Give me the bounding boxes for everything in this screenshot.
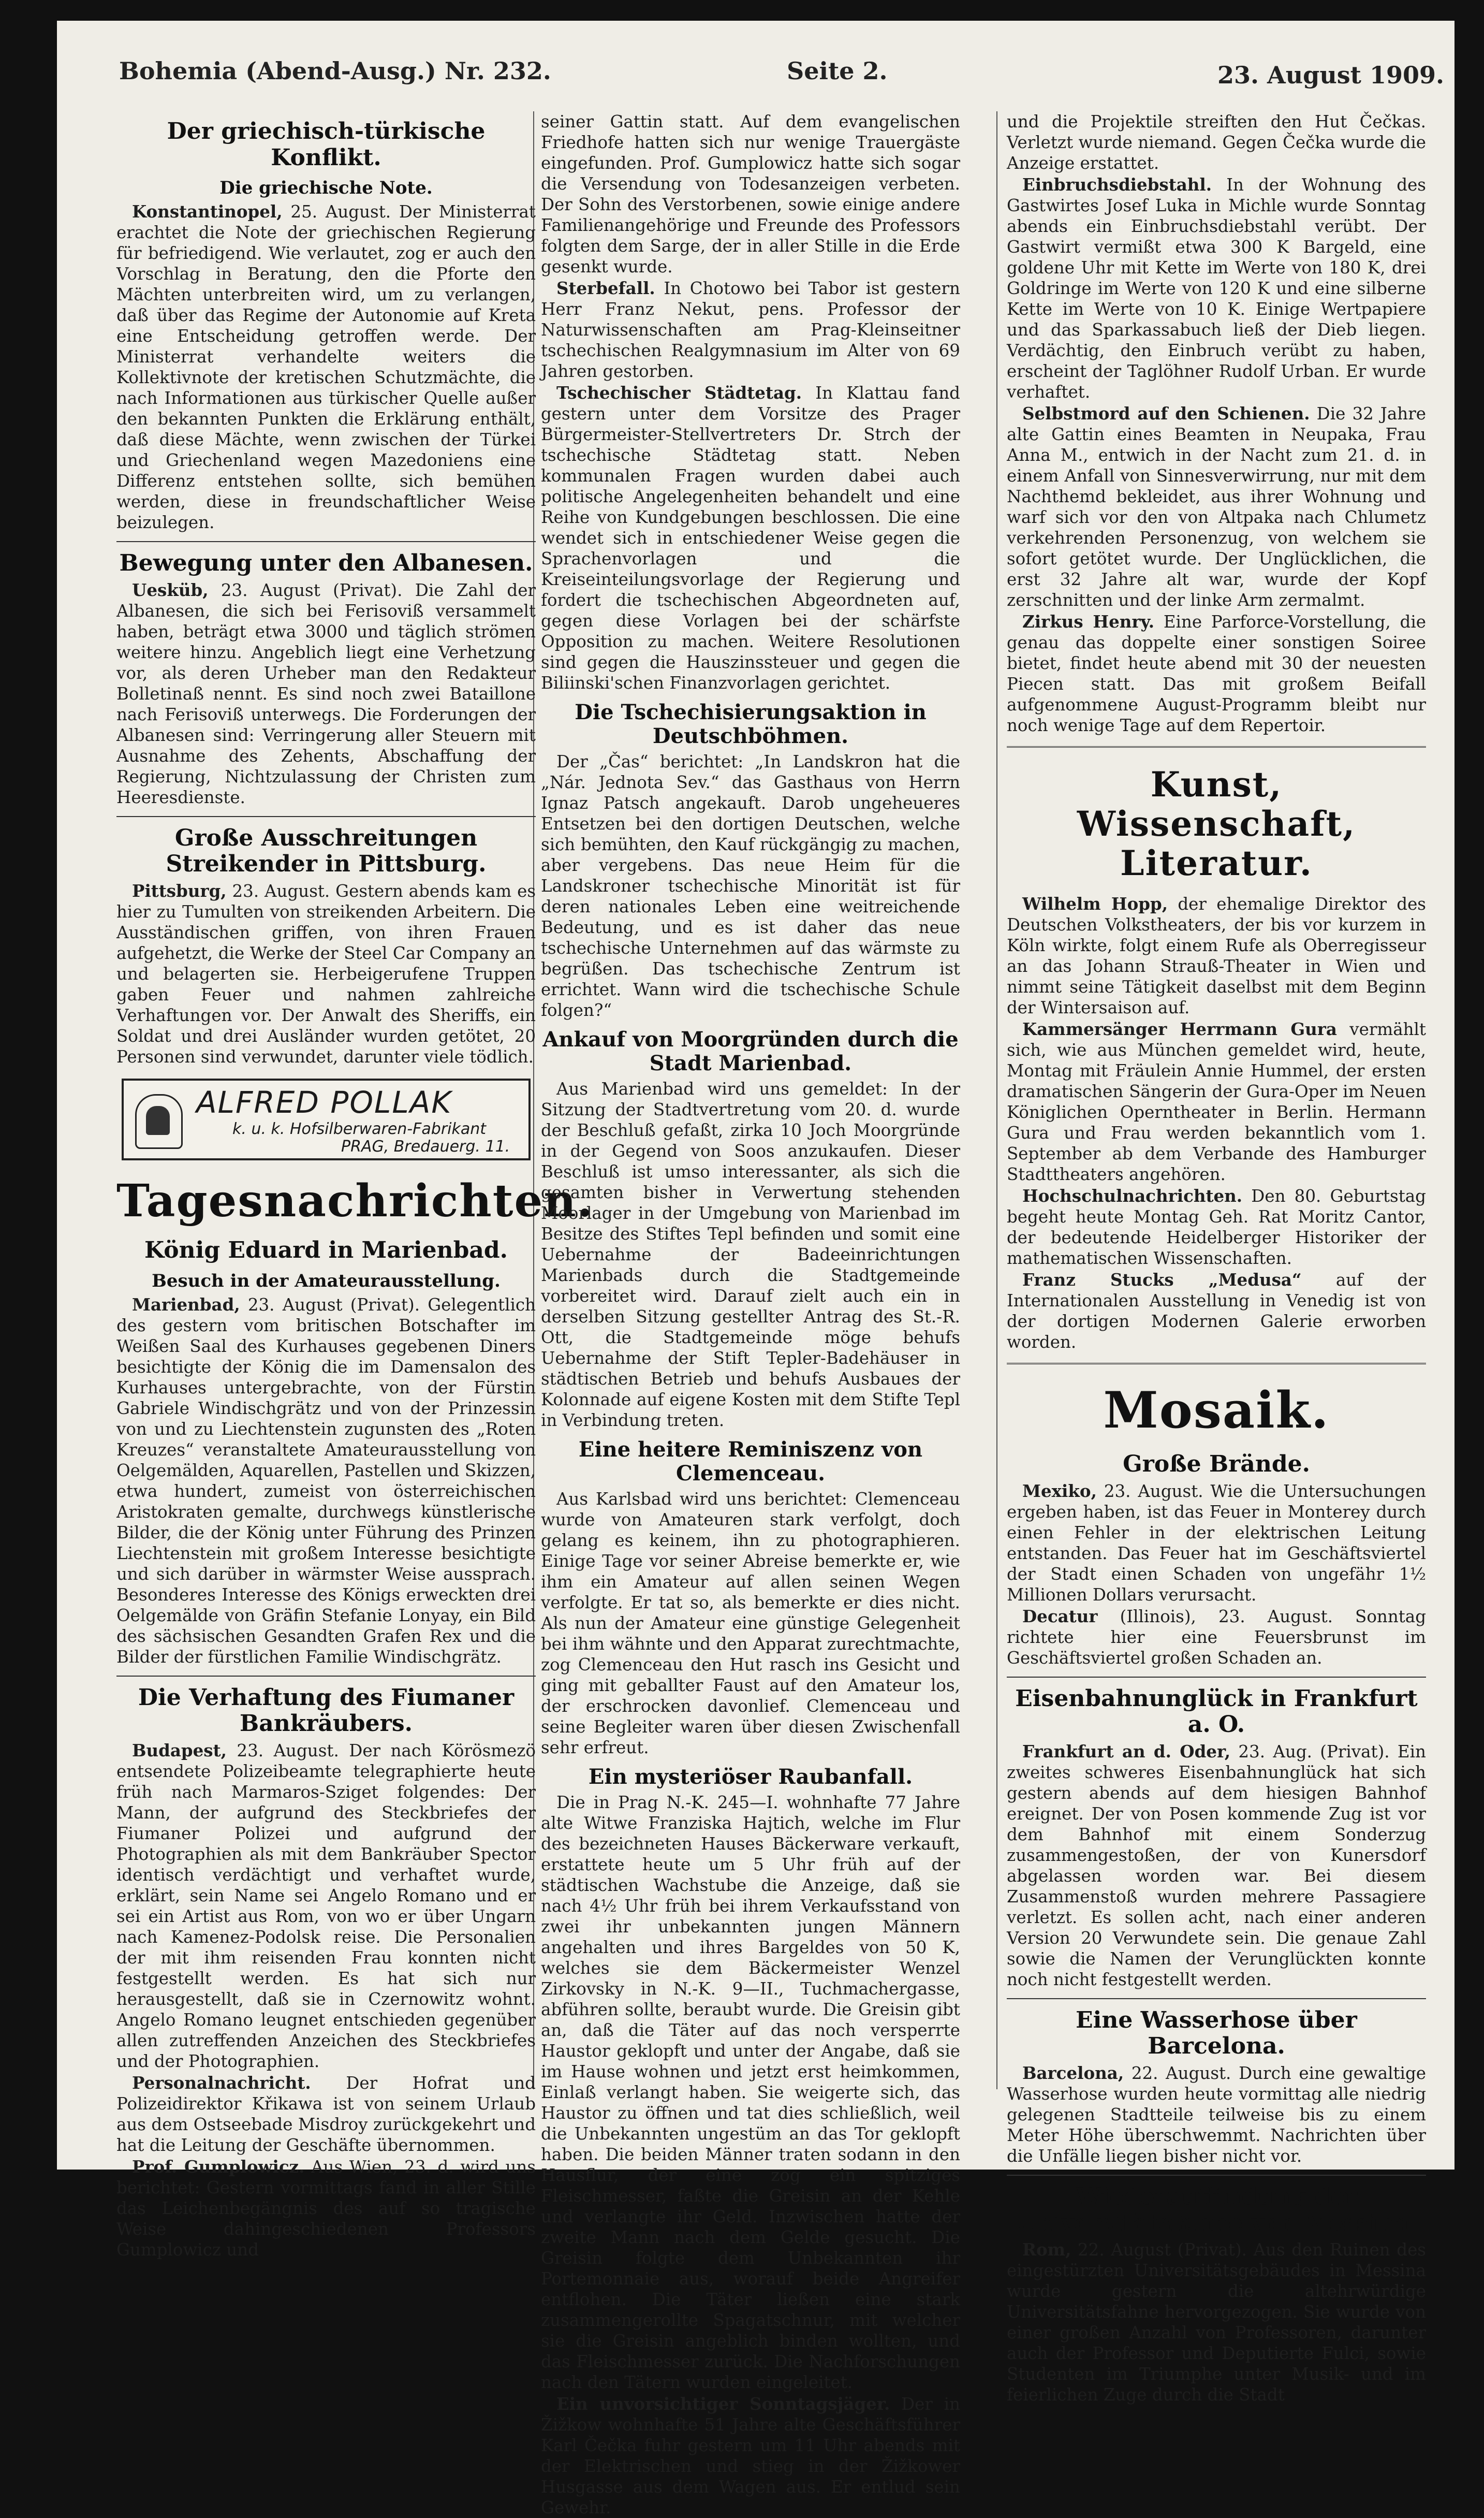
article-university-news <box>1007 1186 1426 1269</box>
subheadline-greek-note: Die griechische Note. <box>219 178 433 199</box>
headline-fires: Große Brände. <box>1123 1451 1310 1478</box>
article-text: 23. August. Wie die Untersuchungen ergeben haben, ist das Feuer in Monterey durch einen Fehler in der elektrischen Leitung entstanden. Das Feuer hat im Geschäftsviertel der Stadt einen Schaden von ungefähr 1½ Millionen Dollars verursacht. <box>1007 1481 1426 1605</box>
article-constantinople <box>116 201 536 533</box>
item-title: Hochschulnachrichten. <box>1022 1185 1243 1206</box>
article-suicide <box>1007 403 1426 610</box>
ad-business: k. u. k. Hofsilberwaren-Fabrikant <box>232 1120 487 1139</box>
divider <box>1007 746 1426 750</box>
dateline: Uesküb, <box>132 579 209 600</box>
article-rome <box>1007 2239 1426 2405</box>
item-title: Zirkus Henry. <box>1022 612 1155 632</box>
article-moor-land: Aus Marienbad wird uns gemeldet: In der Sitzung der Stadtvertretung vom 20. d. wurde der Beschluß gefaßt, zirka 10 Joch Moorgründe in der Gegend von Soos anzukaufen. Dieser Beschluß ist umso interessanter, als sich die gesamten bisher in Verwertung stehenden Moorlager in der Umgebung von Marienbad im Besitze des Stiftes Tepl befinden und somit eine Uebernahme der Badeeinrichtungen Marienbads durch die Stadtgemeinde vorbereitet wird. Darauf zielt auch ein in derselben Sitzung gestellter Antrag des St.-R. Ott, die Stadtgemeinde möge behufs Uebernahme der Stift Tepler-Badehäuser in städtischen Betrieb und behufs Ausbaues der Kolonnade auf eigene Kosten mit dem Stifte Tepl in Verbindung treten. <box>541 1079 960 1430</box>
dateline: Frankfurt an d. Oder, <box>1022 1741 1231 1762</box>
article-text: In Klattau fand gestern unter dem Vorsitze des Prager Bürgermeister-Stellvertreters Dr. Strch der tschechische Städtetag statt. Neben kommunalen Fragen wurden dabei auch politische Angelegenheiten behandelt und eine Reihe von Kundgebungen beschlossen. Die eine wendet sich in entschiedener Weise gegen die Sprachenvorlagen und die Kreiseinteilungsvorlage der Regierung und fordert die tschechischen Abgeordneten auf, gegen diese Vorlagen bei der schärfste Opposition zu machen. Weitere Resolutionen sind gegen die Hauszinssteuer und gegen die Biliinski'schen Finanzvorlagen gerichtet. <box>541 383 960 693</box>
item-title: Ein unvorsichtiger Sonntagsjäger. <box>556 2394 890 2414</box>
article-obituary <box>541 278 960 382</box>
article-gumplowicz-continued: seiner Gattin statt. Auf dem evangelischen Friedhofe hatten sich nur wenige Trauergäste eingefunden. Prof. Gumplowicz hatte sich sogar die Versendung von Todesanzeigen verbeten. Der Sohn des Verstorbenen, sowie einige andere Familienangehörige und Freunde des Professors folgten dem Sarge, der in aller Stille in die Erde gesenkt wurde. <box>541 112 960 276</box>
divider <box>116 816 536 817</box>
masthead-title: Bohemia (Abend-Ausg.) Nr. 232. <box>119 57 551 85</box>
article-text: Den 80. Geburtstag begeht heute Montag Geh. Rat Moritz Cantor, der bedeutende Heidelberger Historiker der mathematischen Wissenschaften. <box>1007 1186 1426 1268</box>
divider <box>1007 1677 1426 1678</box>
item-title: Kammersänger Herrmann Gura <box>1022 1018 1337 1039</box>
article-text: auf der Internationalen Ausstellung in Venedig ist von der dortigen Modernen Galerie erworben worden. <box>1007 1270 1426 1352</box>
article-barcelona <box>1007 2063 1426 2166</box>
item-title: Sterbefall. <box>556 278 655 298</box>
article-ueskueb <box>116 580 536 808</box>
article-text: 25. August. Der Ministerrat erachtet die Note der griechischen Regierung für befriedigend. Wie verlautet, zog er auch den Vorschlag in Beratung, den die Pforte den Mächten unterbreiten wird, um zu verlangen, daß über das Regime der Autonomie auf Kreta eine Entscheidung getroffen werde. Der Ministerrat verhandelte weiters die Kollektivnote der kretischen Schutzmächte, die nach Informationen aus türkischer Quelle außer den bekannten Punkten die Erklärung enthält, daß diese Mächte, wenn zwischen der Türkei und Griechenland wegen Mazedoniens eine Differenz entstehen sollte, sich bemühen werden, diese in freundschaftlicher Weise beizulegen. <box>116 202 536 533</box>
article-hunter-continued: und die Projektile streiften den Hut Čečkas. Verletzt wurde niemand. Gegen Čečka wurde die Anzeige erstattet. <box>1007 112 1426 173</box>
article-text: Eine Parforce-Vorstellung, die genau das doppelte einer sonstigen Soiree bietet, findet heute abend mit 30 der neuesten Piecen statt. Das mit großem Beifall aufgenommene August-Programm bleibt nur noch wenige Tage auf dem Repertoir. <box>1007 612 1426 735</box>
article-text: Der in Žižkow wohnhafte 51 Jahre alte Geschäftsführer Karl Čečka fuhr gestern um 11 Uhr abends mit der Elektrischen und stieg in der Žižkower Husgasse aus dem Wagen aus. Er entlud sein Gewehr. <box>541 2394 960 2517</box>
dateline: Pittsburg, <box>132 881 227 901</box>
newspaper-page <box>57 21 1454 2517</box>
dateline: Barcelona, <box>1022 2063 1124 2084</box>
section-heading-arts: Kunst, Wissenschaft, Literatur. <box>1077 764 1356 883</box>
headline-moor-land: Ankauf von Moorgründen durch die Stadt Marienbad. <box>542 1027 959 1075</box>
divider <box>1007 1998 1426 1999</box>
section-heading-mosaik: Mosaik. <box>1103 1380 1330 1439</box>
article-budapest <box>116 1740 536 2072</box>
column-right <box>1007 111 1426 2405</box>
article-sunday-hunter <box>541 2394 960 2518</box>
article-landskron: Der „Čas“ berichtet: „In Landskron hat die „Nár. Jednota Sev.“ das Gasthaus von Herrn Ignaz Patsch angekauft. Darob ungeheueres Entsetzen bei den dortigen Deutschen, welche sich bemühten, den Kauf rückgängig zu machen, aber vergebens. Das neue Heim für die Landskroner tschechische Minorität ist für deren nationales Leben eine weitreichende Bedeutung, und es ist daher das neue tschechische Unternehmen auf das wärmste zu begrüßen. Das tschechische Zentrum ist errichtet. Wann wird die tschechische Schule folgen?“ <box>541 752 960 1020</box>
column-rule-right <box>996 111 997 2089</box>
item-title: Selbstmord auf den Schienen. <box>1022 403 1310 424</box>
article-text: 23. August (Privat). Gelegentlich des gestern vom britischen Botschafter im Weißen Saal des Kurhauses gegebenen Diners besichtigte der König die im Damensalon des Kurhauses untergebrachte, von der Fürstin Gabriele Windischgrätz und von der Prinzessin von und zu Liechtenstein zugunsten des „Roten Kreuzes“ veranstaltete Amateurausstellung von Oelgemälden, Aquarellen, Pastellen und Skizzen, etwa hundert, zumeist von österreichischen Aristokraten gemalte, durchwegs künstlerische Bilder, die der König unter Führung des Prinzen Liechtenstein mit großem Interesse besichtigte und sich darüber in wärmster Weise aussprach. Besonderes Interesse des Königs erweckten drei Oelgemälde von Gräfin Stefanie Lonyay, ein Bild des sächsischen Gesandten Grafen Rex und die Bilder der fürstlichen Familie Windischgrätz. <box>116 1294 536 1667</box>
article-text: 23. Aug. (Privat). Ein zweites schweres Eisenbahnunglück hat sich gestern abends auf dem hiesigen Bahnhof ereignet. Der von Posen kommende Zug ist vor dem Bahnhof mit einem Sonderzug zusammengestoßen, der von Kunersdorf abgelassen worden war. Bei diesem Zusammenstoß wurden mehrere Passagiere verletzt. Es sollen acht, nach einer anderen Version 20 Verwundete sein. Die genaue Zahl sowie die Namen der Verunglückten konnte noch nicht festgestellt werden. <box>1007 1741 1426 1989</box>
headline-clemenceau: Eine heitere Reminiszenz von Clemenceau. <box>578 1437 923 1486</box>
article-text: Aus Wien, 23. d. wird uns berichtet: Gestern vormittags fand in aller Stille das Leichenbegängnis des auf so tragische Weise dahingeschiedenen Professors Gumplowicz und <box>116 2157 536 2260</box>
article-text: 23. August. Der nach Körösmezö entsendete Polizeibeamte telegraphierte heute früh nach Marmaros-Sziget folgendes: Der Mann, der aufgrund des Steckbriefes der Fiumaner Polizei und aufgrund der Photographien als mit dem Bankräuber Spector identisch verdächtigt und verhaftet wurde, erklärt, sein Name sei Angelo Romano und er sei ein Artist aus Rom, von wo er über Ungarn nach Kamenez-Podolsk reise. Die Personalien der mit ihm reisenden Frau konnten nicht festgestellt werden. Es hat sich nur herausgestellt, daß sie in Czernowitz wohnt. Angelo Romano leugnet entschieden gegenüber allen zutreffenden Anzeichen des Steckbriefes und der Photographien. <box>116 1740 536 2071</box>
divider <box>116 541 536 542</box>
dateline: Budapest, <box>132 1740 227 1760</box>
ad-company-name: ALFRED POLLAK <box>196 1085 452 1120</box>
section-heading-daily-news: Tagesnachrichten. <box>116 1175 594 1228</box>
divider <box>116 1676 536 1677</box>
item-title: Einbruchsdiebstahl. <box>1022 174 1212 195</box>
headline-pittsburg: Große Ausschreitungen Streikender in Pittsburg. <box>166 824 487 878</box>
article-gura <box>1007 1019 1426 1185</box>
item-title: Wilhelm Hopp, <box>1022 893 1168 914</box>
article-text: Der Hofrat und Polizeidirektor Křikawa ist von seinem Urlaub aus dem Ostseebade Misdroy zurückgekehrt und hat die Leitung der Geschäfte übernommen. <box>116 2073 536 2155</box>
headline-greek-turkish-conflict: Der griechisch-türkische Konflikt. <box>167 118 486 171</box>
headline-czechization: Die Tschechisierungsaktion in Deutschböhmen. <box>575 700 927 748</box>
ad-address: PRAG, Bredauerg. 11. <box>341 1138 510 1156</box>
article-text: 23. August (Privat). Die Zahl der Albanesen, die sich bei Ferisoviß versammelt haben, beträgt etwa 3000 und täglich strömen weitere hinzu. Angeblich liegt eine Verhetzung vor, als deren Urheber man den Redakteur Bolletinaß nennt. Es sind noch zwei Bataillone nach Ferisoviß unterwegs. Die Forderungen der Albanesen sind: Verringerung aller Steuern mit Ausnahme des Zehents, Abschaffung der Regierung, Nichtzulassung der Christen zum Heeresdienste. <box>116 580 536 807</box>
headline-albanians: Bewegung unter den Albanesen. <box>119 550 533 577</box>
item-title: Franz Stucks „Medusa“ <box>1022 1269 1302 1290</box>
article-text: Die 32 Jahre alte Gattin eines Beamten in Neupaka, Frau Anna M., entwich in der Nacht zum 21. d. in einem Anfall von Sinnesverwirrung, nur mit dem Nachthemd bekleidet, aus ihrer Wohnung und warf sich vor den von Altpaka nach Chlumetz verkehrenden Personenzug, von welchem sie sofort getötet wurde. Der Unglücklichen, die erst 32 Jahre alt war, wurde der Kopf zerschnitten und der linke Arm zermalmt. <box>1007 404 1426 610</box>
subheadline-amateur-exhibition: Besuch in der Amateurausstellung. <box>152 1270 501 1291</box>
article-personal-news <box>116 2073 536 2156</box>
dateline: Marienbad, <box>132 1294 240 1315</box>
crest-icon <box>135 1094 183 1149</box>
dateline: Decatur <box>1022 1606 1098 1626</box>
dateline: Mexiko, <box>1022 1480 1097 1501</box>
article-medusa <box>1007 1270 1426 1352</box>
article-clemenceau: Aus Karlsbad wird uns berichtet: Clemenceau wurde von Amateuren stark verfolgt, doch gelang es keinem, ihn zu photographieren. Einige Tage vor seiner Abreise bemerkte er, wie ihm ein Amateur auf allen seinen Wegen verfolgte. Er tat so, als bemerkte er dies nicht. Als nun der Amateur eine günstige Gelegenheit bei ihm wähnte und den Apparat zurechtmachte, zog Clemenceau den Hut rasch ins Gesicht und ging mit geballter Faust auf den Amateur los, der erschrocken davonlief. Clemenceau und seine Begleiter waren über diesen Zwischenfall sehr erfreut. <box>541 1489 960 1757</box>
issue-date: 23. August 1909. <box>1217 61 1444 89</box>
article-text: 22. August. Durch eine gewaltige Wasserhose wurden heute vormittag alle niedrig gelegenen Stadtteile teilweise bis zu einem Meter Höhe überschwemmt. Nachrichten über die Unfälle liegen bisher nicht vor. <box>1007 2063 1426 2166</box>
article-hopp <box>1007 894 1426 1018</box>
article-circus <box>1007 612 1426 736</box>
article-marienbad <box>116 1294 536 1667</box>
article-decatur <box>1007 1606 1426 1668</box>
article-mexico <box>1007 1481 1426 1605</box>
article-text: In der Wohnung des Gastwirtes Josef Luka in Michle wurde Sonntag abends ein Einbruchsdiebstahl verübt. Der Gastwirt vermißt etwa 300 K Bargeld, eine goldene Uhr mit Kette im Werte von 180 K, drei Goldringe im Werte von 120 K und eine silberne Kette im Werte von 10 K. Einige Wertpapiere und das Sparkassabuch ließ der Dieb liegen. Verdächtig, den Einbruch verübt zu haben, erscheint der Taglöhner Rudolf Urban. Er wurde verhaftet. <box>1007 175 1426 402</box>
column-left <box>116 111 594 2260</box>
divider <box>1007 1363 1426 1366</box>
article-text: 23. August. Gestern abends kam es hier zu Tumulten von streikenden Arbeitern. Die Ausständischen griffen, von ihren Frauen aufgehetzt, die Werke der Steel Car Company an und belagerten sie. Herbeigerufene Truppen gaben Feuer und nahmen zahlreiche Verhaftungen vor. Der Anwalt des Sheriffs, ein Soldat und drei Ausländer wurden getötet, 20 Personen sind verwundet, darunter viele tödlich. <box>116 881 536 1067</box>
page-number: Seite 2. <box>787 57 888 85</box>
article-text: In Chotowo bei Tabor ist gestern Herr Franz Nekut, pens. Professor der Naturwissenschaften am Prag-Kleinseitner tschechischen Realgymnasium im Alter von 69 Jahren gestorben. <box>541 279 960 381</box>
headline-robbery: Ein mysteriöser Raubanfall. <box>588 1765 913 1789</box>
item-title: Personalnachricht. <box>132 2072 311 2093</box>
dateline: Konstantinopel, <box>132 201 283 222</box>
headline-messina: Wiederauffindung der Universitätsfahne von Messina. <box>1016 2184 1417 2236</box>
headline-king-edward: König Eduard in Marienbad. <box>144 1236 508 1263</box>
article-text: vermählt sich, wie aus München gemeldet wird, heute, Montag mit Fräulein Annie Hummel, der ersten dramatischen Sängerin der Gura-Oper im Neuen Königlichen Operntheater in Berlin. Hermann Gura und Frau werden bekanntlich vom 1. September ab dem Verbande des Hamburger Stadttheaters angehören. <box>1007 1019 1426 1184</box>
headline-frankfurt: Eisenbahnunglück in Frankfurt a. O. <box>1015 1685 1418 1738</box>
page-header <box>119 57 1444 104</box>
headline-barcelona: Eine Wasserhose über Barcelona. <box>1076 2006 1357 2060</box>
divider <box>1007 2175 1426 2176</box>
item-title: Prof. Gumplowicz. <box>132 2156 305 2177</box>
dateline: Rom, <box>1022 2239 1071 2260</box>
column-middle <box>541 111 960 2517</box>
article-text: der ehemalige Direktor des Deutschen Volkstheaters, der bis vor kurzem in Köln wirkte, folgt einem Rufe als Oberregisseur an das Johann Strauß-Theater in Wien und nimmt seine Tätigkeit daselbst mit dem Beginn der Wintersaison auf. <box>1007 894 1426 1017</box>
article-text: (Illinois), 23. August. Sonntag richtete hier eine Feuersbrunst im Geschäftsviertel großen Schaden an. <box>1007 1606 1426 1668</box>
advertisement-pollak <box>122 1079 531 1160</box>
item-title: Tschechischer Städtetag. <box>556 383 802 403</box>
article-gumplowicz <box>116 2157 536 2260</box>
article-robbery: Die in Prag N.-K. 245—I. wohnhafte 77 Jahre alte Witwe Franziska Hajtich, welche im Flur des bezeichneten Hauses Bäckerware verkauft, erstattete heute um 5 Uhr früh auf der städtischen Wachstube die Anzeige, daß sie nach 4½ Uhr früh bei ihrem Verkaufsstand von zwei ihr unbekannten jungen Männern angehalten und ihres Bargeldes von 50 K, welches sie dem Bäckermeister Wenzel Zirkovsky in N.-K. 9—II., Tuchmachergasse, abführen sollte, beraubt wurde. Die Greisin gibt an, daß die Täter auf das noch versperrte Haustor geklopft und unter der Angabe, daß sie im Hause wohnen und jetzt erst heimkommen, Einlaß verlangt haben. Sie weigerte sich, das Haustor zu öffnen und tat dies schließlich, weil die Unbekannten ungestüm an das Tor geklopft haben. Die beiden Männer traten sodann in den Hausflur, der eine zog ein spitziges Fleischmesser, faßte die Greisin an der Kehle und verlangte ihr Geld. Inzwischen hatte der zweite Mann nach dem Gelde gesucht. Die Greisin folgte dem Unbekannten ihr Portemonnaie aus, worauf beide Angreifer entflohen. Die Täter ließen eine stark zusammengerollte Spagatschnur, mit welcher sie die Greisin angeblich binden wollten, und das Fleischmesser zurück. Die Nachforschungen nach den Tätern wurden eingeleitet. <box>541 1793 960 2392</box>
article-pittsburg <box>116 881 536 1067</box>
article-text: 22. August (Privat). Aus den Ruinen des eingestürzten Universitätsgebäudes in Messina wurde gestern die altehrwürdige Universitätsfahne hervorgezogen. Sie wurde von einer großen Anzahl von Professoren, darunter auch der Professor und Deputierte Fulci, sowie Studenten im Triumphe unter Musik- und im feierlichen Zuge durch die Stadt <box>1007 2240 1426 2405</box>
article-frankfurt <box>1007 1741 1426 1990</box>
article-czech-city-diet <box>541 383 960 693</box>
article-burglary <box>1007 174 1426 402</box>
headline-fiume-robber: Die Verhaftung des Fiumaner Bankräubers. <box>138 1684 515 1737</box>
